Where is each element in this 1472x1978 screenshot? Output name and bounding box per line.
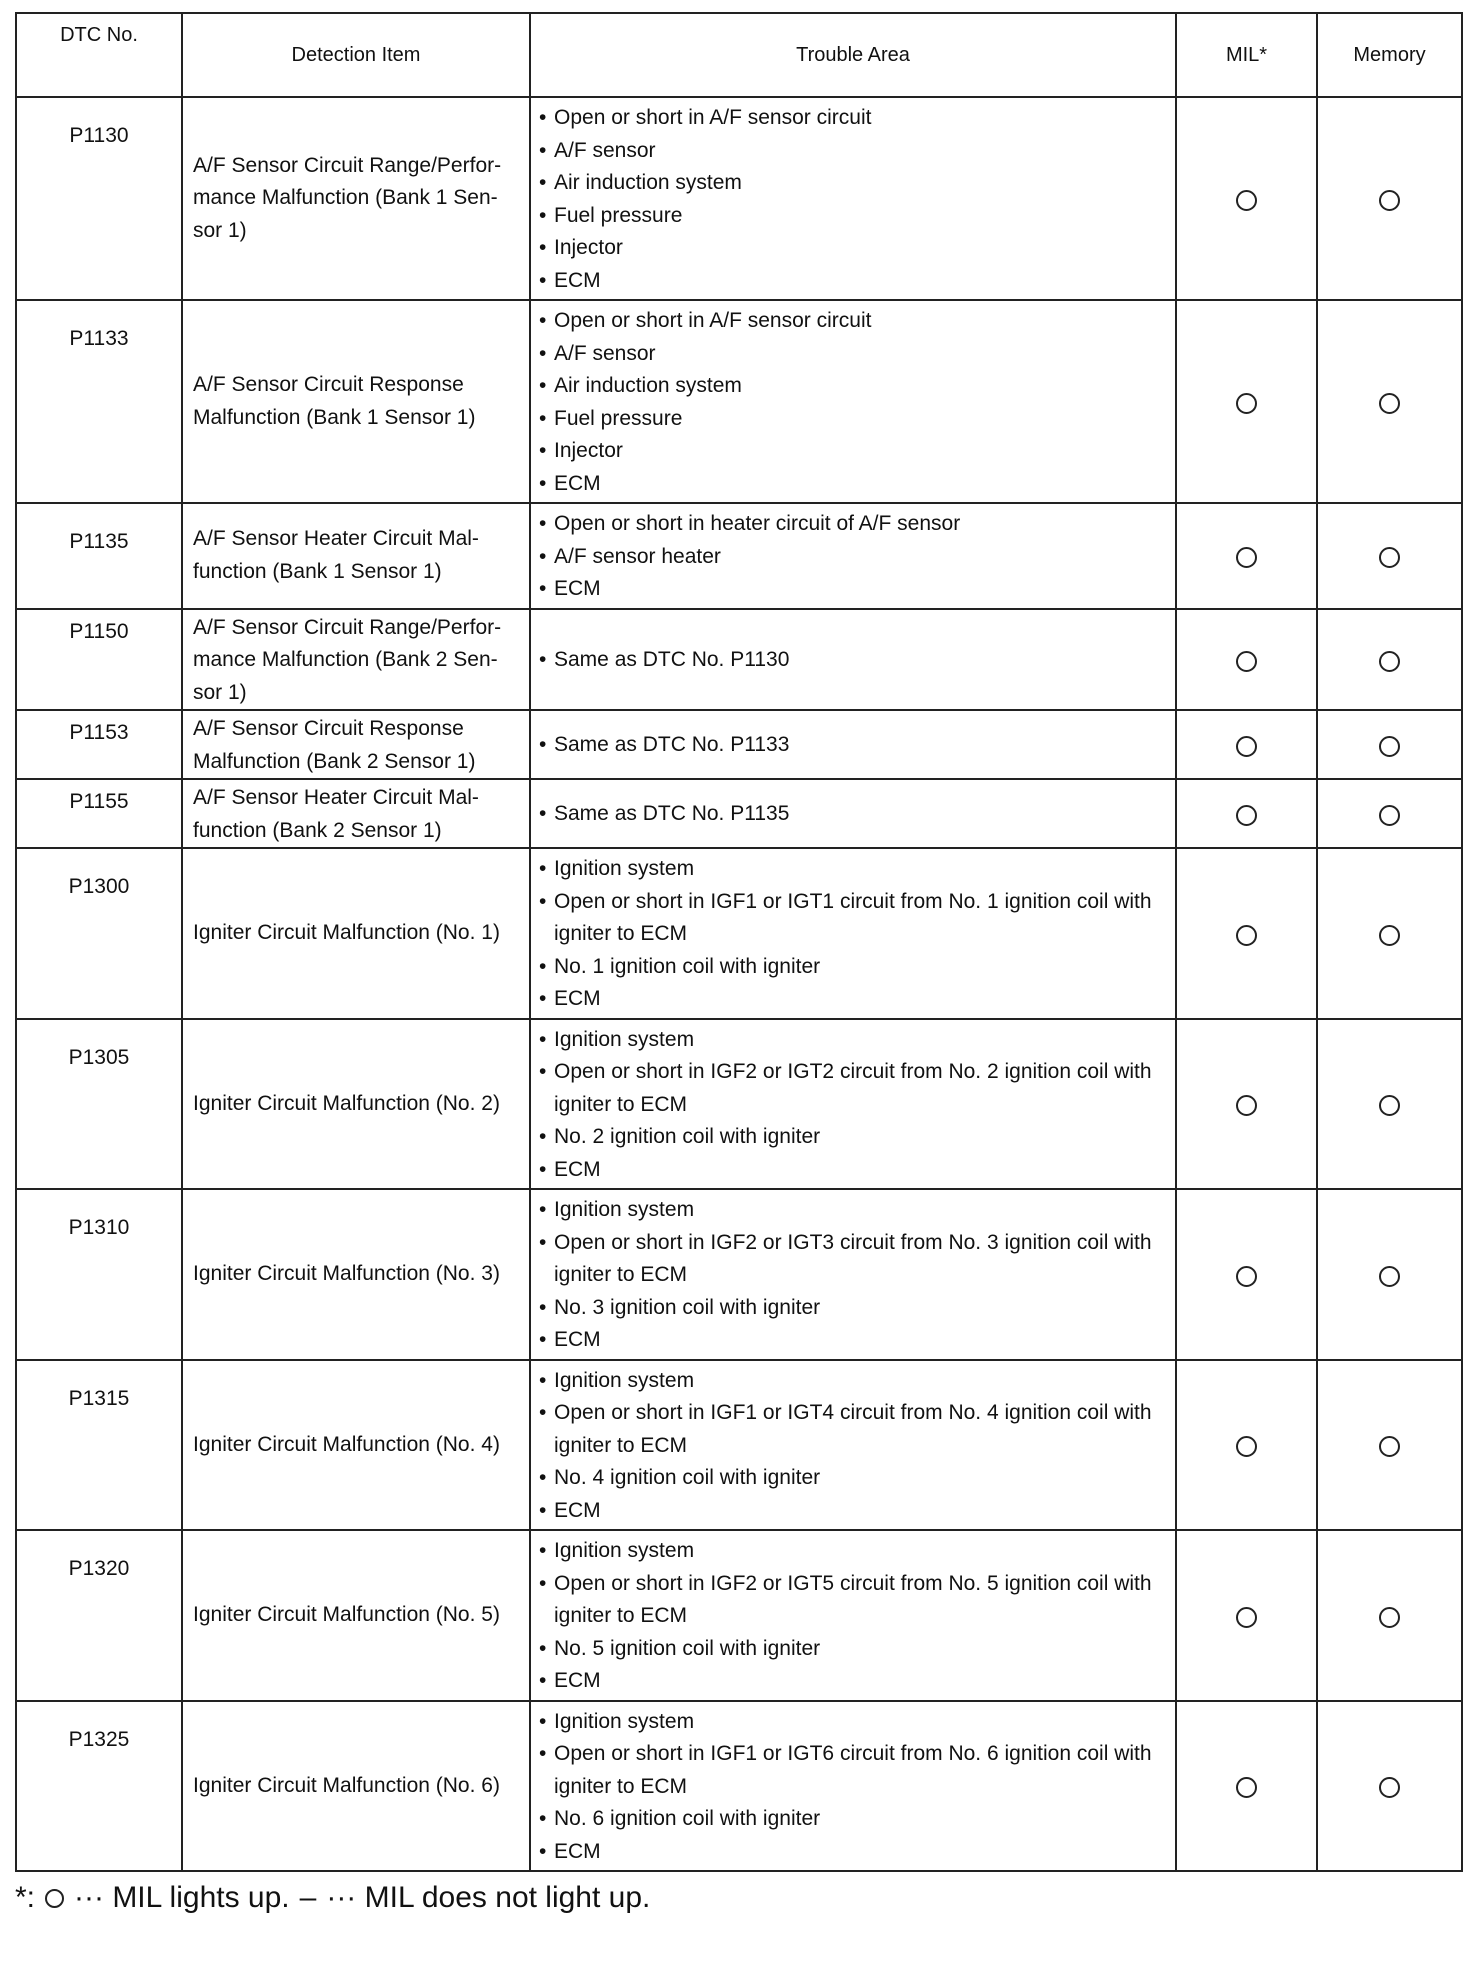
mil-cell — [1176, 1360, 1317, 1531]
detection-item: A/F Sensor Circuit Response Malfunction (Bank 1 Sensor 1) — [182, 300, 530, 503]
trouble-item: • Ignition system — [537, 1365, 1169, 1398]
dtc-number: P1315 — [16, 1360, 182, 1531]
trouble-list — [537, 305, 1169, 500]
table-row — [16, 1189, 1462, 1360]
table-row — [16, 779, 1462, 848]
detection-item: Igniter Circuit Malfunction (No. 2) — [182, 1019, 530, 1190]
mil-cell — [1176, 1019, 1317, 1190]
trouble-list — [537, 644, 1169, 677]
circle-icon — [1379, 925, 1400, 946]
trouble-list — [537, 798, 1169, 831]
trouble-item: • Ignition system — [537, 1535, 1169, 1568]
memory-cell — [1317, 1360, 1462, 1531]
mil-cell — [1176, 848, 1317, 1019]
circle-icon — [1236, 1266, 1257, 1287]
dtc-number: P1155 — [16, 779, 182, 848]
circle-icon — [1236, 1777, 1257, 1798]
trouble-item: • A/F sensor — [537, 338, 1169, 371]
circle-icon — [1379, 651, 1400, 672]
header-detection-item: Detection Item — [182, 13, 530, 97]
circle-icon — [1379, 393, 1400, 414]
circle-icon — [1379, 547, 1400, 568]
circle-icon — [1236, 651, 1257, 672]
circle-icon — [1236, 1436, 1257, 1457]
trouble-item: • Ignition system — [537, 1706, 1169, 1739]
trouble-list — [537, 1365, 1169, 1528]
table-row — [16, 1019, 1462, 1190]
trouble-list — [537, 508, 1169, 606]
trouble-item: • Open or short in IGF2 or IGT2 circuit from No. 2 ignition coil with igniter to ECM — [537, 1056, 1169, 1121]
memory-cell — [1317, 1189, 1462, 1360]
circle-icon — [1379, 1266, 1400, 1287]
dtc-number: P1150 — [16, 609, 182, 711]
trouble-item: • Open or short in IGF1 or IGT6 circuit from No. 6 ignition coil with igniter to ECM — [537, 1738, 1169, 1803]
circle-icon — [1236, 925, 1257, 946]
trouble-item: • ECM — [537, 573, 1169, 606]
header-dtc-no: DTC No. — [16, 13, 182, 97]
circle-icon — [1236, 805, 1257, 826]
dtc-number: P1310 — [16, 1189, 182, 1360]
trouble-item: • No. 4 ignition coil with igniter — [537, 1462, 1169, 1495]
mil-cell — [1176, 97, 1317, 300]
trouble-item: • No. 6 ignition coil with igniter — [537, 1803, 1169, 1836]
trouble-area — [530, 779, 1176, 848]
footnote-asterisk: *: — [15, 1881, 36, 1914]
trouble-item: • Open or short in IGF1 or IGT4 circuit from No. 4 ignition coil with igniter to ECM — [537, 1397, 1169, 1462]
dtc-number: P1325 — [16, 1701, 182, 1872]
mil-cell — [1176, 779, 1317, 848]
table-row — [16, 1360, 1462, 1531]
mil-cell — [1176, 609, 1317, 711]
trouble-area — [530, 1360, 1176, 1531]
mil-cell — [1176, 710, 1317, 779]
trouble-item: • Same as DTC No. P1135 — [537, 798, 1169, 831]
dtc-number: P1135 — [16, 503, 182, 609]
dtc-number: P1130 — [16, 97, 182, 300]
dtc-number: P1305 — [16, 1019, 182, 1190]
table-header-row — [16, 13, 1462, 97]
trouble-item: • Open or short in A/F sensor circuit — [537, 102, 1169, 135]
dtc-document — [15, 12, 1461, 1918]
circle-icon — [1236, 1095, 1257, 1116]
mil-cell — [1176, 1701, 1317, 1872]
table-row — [16, 609, 1462, 711]
trouble-area — [530, 1189, 1176, 1360]
trouble-item: • Ignition system — [537, 1024, 1169, 1057]
trouble-item: • ECM — [537, 1495, 1169, 1528]
trouble-item: • Open or short in IGF2 or IGT5 circuit from No. 5 ignition coil with igniter to ECM — [537, 1568, 1169, 1633]
circle-icon — [1236, 1607, 1257, 1628]
trouble-item: • ECM — [537, 983, 1169, 1016]
memory-cell — [1317, 97, 1462, 300]
trouble-area — [530, 848, 1176, 1019]
circle-icon — [1379, 805, 1400, 826]
circle-icon — [1379, 736, 1400, 757]
trouble-item: • Injector — [537, 232, 1169, 265]
table-row — [16, 300, 1462, 503]
mil-cell — [1176, 1189, 1317, 1360]
table-row — [16, 97, 1462, 300]
trouble-area — [530, 503, 1176, 609]
detection-item: A/F Sensor Circuit Range/Perfor-mance Malfunction (Bank 2 Sen-sor 1) — [182, 609, 530, 711]
trouble-item: • Same as DTC No. P1133 — [537, 729, 1169, 762]
detection-item: A/F Sensor Circuit Range/Perfor-mance Malfunction (Bank 1 Sen-sor 1) — [182, 97, 530, 300]
detection-item: Igniter Circuit Malfunction (No. 5) — [182, 1530, 530, 1701]
circle-icon — [1379, 1436, 1400, 1457]
header-memory: Memory — [1317, 13, 1462, 97]
memory-cell — [1317, 1019, 1462, 1190]
trouble-item: • Fuel pressure — [537, 403, 1169, 436]
trouble-item: • No. 2 ignition coil with igniter — [537, 1121, 1169, 1154]
dtc-number: P1300 — [16, 848, 182, 1019]
memory-cell — [1317, 779, 1462, 848]
trouble-area — [530, 1530, 1176, 1701]
trouble-list — [537, 1024, 1169, 1187]
trouble-item: • Ignition system — [537, 853, 1169, 886]
header-trouble-area: Trouble Area — [530, 13, 1176, 97]
trouble-item: • Air induction system — [537, 370, 1169, 403]
trouble-item: • Same as DTC No. P1130 — [537, 644, 1169, 677]
mil-cell — [1176, 503, 1317, 609]
memory-cell — [1317, 1701, 1462, 1872]
circle-icon — [45, 1889, 64, 1908]
memory-cell — [1317, 609, 1462, 711]
trouble-item: • ECM — [537, 1154, 1169, 1187]
dtc-number: P1320 — [16, 1530, 182, 1701]
trouble-item: • A/F sensor heater — [537, 541, 1169, 574]
mil-cell — [1176, 300, 1317, 503]
detection-item: Igniter Circuit Malfunction (No. 3) — [182, 1189, 530, 1360]
trouble-list — [537, 1194, 1169, 1357]
table-row — [16, 1701, 1462, 1872]
trouble-area — [530, 97, 1176, 300]
trouble-item: • ECM — [537, 1324, 1169, 1357]
memory-cell — [1317, 1530, 1462, 1701]
detection-item: Igniter Circuit Malfunction (No. 1) — [182, 848, 530, 1019]
dtc-table — [15, 12, 1463, 1872]
trouble-area — [530, 1701, 1176, 1872]
trouble-item: • ECM — [537, 468, 1169, 501]
trouble-item: • No. 3 ignition coil with igniter — [537, 1292, 1169, 1325]
mil-cell — [1176, 1530, 1317, 1701]
trouble-area — [530, 710, 1176, 779]
trouble-item: • Open or short in heater circuit of A/F sensor — [537, 508, 1169, 541]
footnote-does-not-light: ··· MIL does not light up. — [326, 1881, 651, 1914]
circle-icon — [1379, 190, 1400, 211]
header-mil: MIL* — [1176, 13, 1317, 97]
trouble-list — [537, 853, 1169, 1016]
trouble-item: • No. 5 ignition coil with igniter — [537, 1633, 1169, 1666]
dtc-number: P1153 — [16, 710, 182, 779]
table-row — [16, 503, 1462, 609]
trouble-item: • Open or short in IGF2 or IGT3 circuit from No. 3 ignition coil with igniter to ECM — [537, 1227, 1169, 1292]
trouble-item: • Injector — [537, 435, 1169, 468]
detection-item: A/F Sensor Heater Circuit Mal-function (Bank 1 Sensor 1) — [182, 503, 530, 609]
trouble-area — [530, 609, 1176, 711]
memory-cell — [1317, 300, 1462, 503]
trouble-area — [530, 300, 1176, 503]
dash-symbol: – — [299, 1881, 317, 1914]
trouble-item: • Fuel pressure — [537, 200, 1169, 233]
table-body — [16, 97, 1462, 1871]
detection-item: Igniter Circuit Malfunction (No. 6) — [182, 1701, 530, 1872]
trouble-item: • A/F sensor — [537, 135, 1169, 168]
circle-icon — [1379, 1607, 1400, 1628]
footnote — [15, 1878, 1461, 1918]
memory-cell — [1317, 848, 1462, 1019]
trouble-item: • ECM — [537, 1665, 1169, 1698]
circle-icon — [1236, 547, 1257, 568]
detection-item: A/F Sensor Heater Circuit Mal-function (Bank 2 Sensor 1) — [182, 779, 530, 848]
trouble-item: • Open or short in IGF1 or IGT1 circuit from No. 1 ignition coil with igniter to ECM — [537, 886, 1169, 951]
trouble-item: • ECM — [537, 265, 1169, 298]
footnote-lights-up: ··· MIL lights up. — [74, 1881, 290, 1914]
memory-cell — [1317, 503, 1462, 609]
table-row — [16, 710, 1462, 779]
trouble-item: • ECM — [537, 1836, 1169, 1869]
detection-item: A/F Sensor Circuit Response Malfunction (Bank 2 Sensor 1) — [182, 710, 530, 779]
circle-icon — [1236, 393, 1257, 414]
table-row — [16, 1530, 1462, 1701]
trouble-item: • No. 1 ignition coil with igniter — [537, 951, 1169, 984]
trouble-list — [537, 102, 1169, 297]
circle-icon — [1379, 1777, 1400, 1798]
trouble-list — [537, 1535, 1169, 1698]
trouble-item: • Open or short in A/F sensor circuit — [537, 305, 1169, 338]
circle-icon — [1236, 736, 1257, 757]
circle-icon — [1379, 1095, 1400, 1116]
circle-icon — [1236, 190, 1257, 211]
memory-cell — [1317, 710, 1462, 779]
trouble-list — [537, 1706, 1169, 1869]
dtc-number: P1133 — [16, 300, 182, 503]
detection-item: Igniter Circuit Malfunction (No. 4) — [182, 1360, 530, 1531]
table-row — [16, 848, 1462, 1019]
trouble-list — [537, 729, 1169, 762]
trouble-item: • Ignition system — [537, 1194, 1169, 1227]
trouble-area — [530, 1019, 1176, 1190]
trouble-item: • Air induction system — [537, 167, 1169, 200]
